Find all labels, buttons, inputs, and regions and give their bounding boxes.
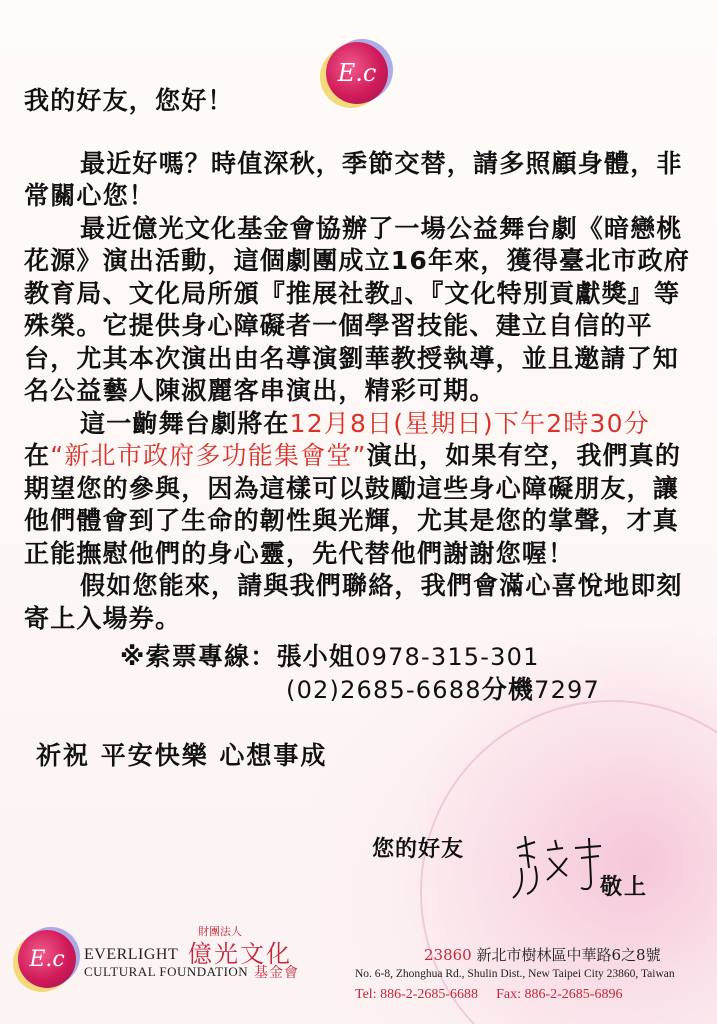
wishes: 祈祝 平安快樂 心想事成 — [36, 741, 328, 770]
footer-ec-logo-icon — [18, 930, 76, 988]
org-name-en-1: EVERLIGHT — [84, 946, 179, 963]
ticket-hotline — [24, 641, 704, 674]
ticket-hotline-tel — [24, 674, 704, 707]
logo-text: E.c — [337, 59, 377, 87]
paragraph-1: 最近好嗎？時值深秋，季節交替，請多照顧身體，非常關心您！ — [24, 148, 683, 210]
zip-code: 23860 — [424, 946, 472, 964]
paragraph-4: 假如您能來，請與我們聯絡，我們會滿心喜悅地即刻寄上入場券。 — [24, 571, 683, 633]
signoff: 您的好友 — [372, 837, 465, 862]
respectfully: 敬上 — [600, 875, 649, 900]
address-en: No. 6-8, Zhonghua Rd., Shulin Dist., New Taipei City 23860, Taiwan — [355, 968, 675, 980]
address-zh — [424, 944, 661, 965]
hotline-tel: (02)2685-6688 — [286, 675, 482, 704]
contact-line — [355, 987, 640, 1003]
address-zh-text: 新北市樹林區中華路6之8號 — [476, 946, 661, 964]
org-name-zh-2: 基金會 — [254, 965, 299, 981]
paragraph-3 — [24, 408, 704, 571]
greeting: 我的好友，您好！ — [24, 86, 234, 115]
hotline-label: ※索票專線： — [120, 642, 277, 671]
org-type: 財團法人 — [198, 925, 242, 938]
hotline-name: 張小姐 — [276, 642, 356, 671]
hotline-ext: 7297 — [534, 675, 600, 704]
p3-mid: 在 — [24, 441, 51, 470]
p3-post: 演出，如果有空，我們真的期望您的參與，因為這樣可以鼓勵這些身心障礙朋友，讓他們體會到了生命的韌性與光輝，尤其是您的掌聲，才真正能撫慰他們的身心靈，先代替他們謝謝您喔！ — [24, 441, 682, 568]
fax: Fax: 886-2-2685-6896 — [496, 987, 623, 1002]
letter-body — [24, 85, 704, 773]
org-name-en-2: CULTURAL FOUNDATION — [84, 964, 249, 979]
org-name-zh: 億光文化 — [188, 940, 292, 968]
event-date: 12月8日(星期日)下午2時30分 — [289, 408, 650, 438]
tel: Tel: 886-2-2685-6688 — [355, 987, 479, 1002]
hotline-mobile: 0978-315-301 — [355, 643, 540, 671]
p3-pre: 這一齣舞台劇將在 — [80, 408, 290, 438]
event-venue: “新北市政府多功能集會堂” — [50, 441, 367, 470]
footer-logo-text: E.c — [29, 946, 65, 972]
paragraph-2: 最近億光文化基金會協辦了一場公益舞台劇《暗戀桃花源》演出活動，這個劇團成立16年來，獲得臺北市政府教育局、文化局所頒『推展社教』、『文化特別貢獻獎』等殊榮。它提供身心障礙者一個學習技能、建立自信的平台，尤其本次演出由名導演劉華教授執導，並且邀請了知名公益藝人陳淑麗客串演出，精彩可期。 — [24, 213, 690, 405]
handwritten-signature — [505, 828, 605, 908]
hotline-ext-label: 分機 — [481, 674, 535, 704]
